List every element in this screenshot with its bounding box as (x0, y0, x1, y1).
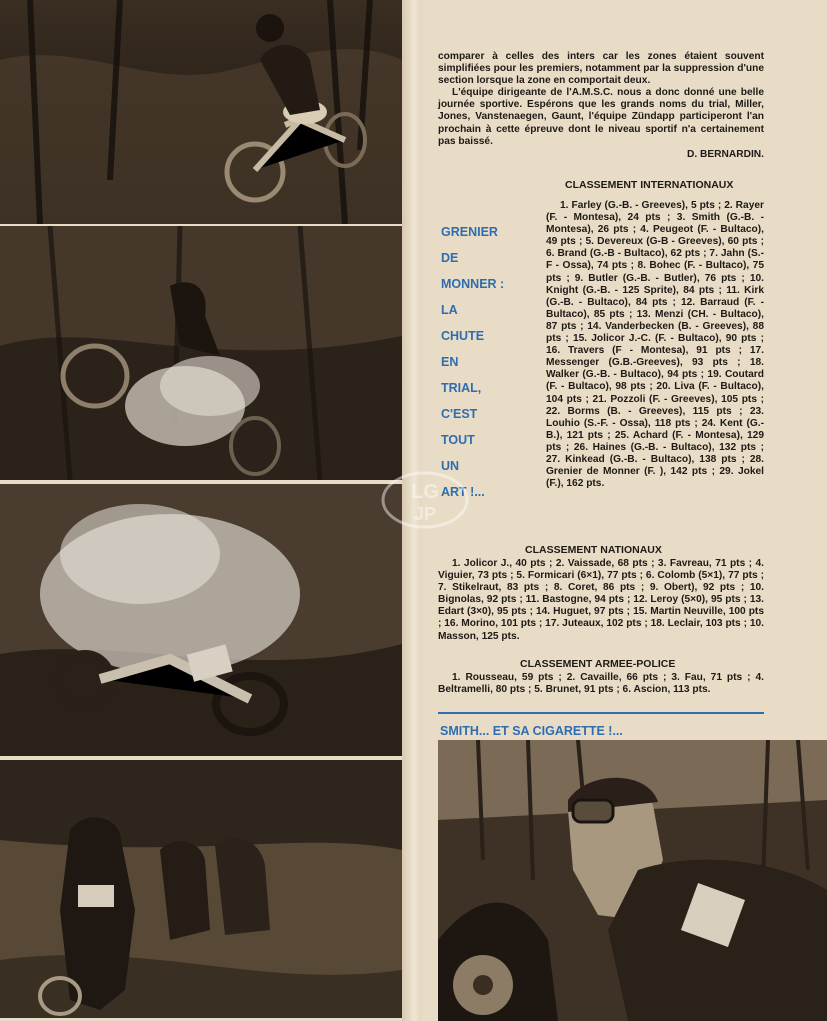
heading-classement-internationaux: CLASSEMENT INTERNATIONAUX (565, 179, 734, 191)
intro-paragraph: comparer à celles des inters car les zones étaient souvent simplifiées pour les premiers, notamment par la suppression d'une section lorsque la zone en comportait deux. (438, 51, 764, 87)
results-armee-police: 1. Rousseau, 59 pts ; 2. Cavaille, 66 pts ; 3. Fau, 71 pts ; 4. Beltramelli, 80 pts ; 5. Brunet, 91 pts ; 6. Ascion, 113 pts. (438, 672, 764, 696)
results-internationaux: 1. Farley (G.-B. - Greeves), 5 pts ; 2. Rayer (F. - Montesa), 24 pts ; 3. Smith (G.-B. - Montesa), 26 pts ; 4. Peugeot (F. - Bultaco), 49 pts ; 5. Devereux (G-B - Greeves), 60 pts ; 6. Brand (G.-B - Bultaco), 62 pts ; 7. Jahn (S.-F - Ossa), 74 pts ; 8. Bohec (F. - Bultaco), 75 pts ; 9. Butler (G.-B. - Butler), 76 pts ; 10. Knight (G.-B. - 125 Sprite), 84 pts ; 11. Kirk (G.-B. - Bultaco), 84 pts ; 12. Barraud (F. - Bultaco), 85 pts ; 13. Menzi (CH. - Bultaco), 87 pts ; 14. Vanderbecken (B. - Greeves), 88 pts ; 15. Jolicor J.-C. (F. - Bultaco), 90 pts ; 16. Travers (F - Montesa), 91 pts ; 17. Messenger (G.B.-Greeves), 93 pts ; 18. Walker (G.-B. - Bultaco), 94 pts ; 19. Coutard (F. - Bultaco), 98 pts ; 20. Liva (F. - Bultaco), 104 pts ; 21. Pozzoli (F. - Greeves), 105 pts ; 22. Borms (B. - Greeves), 115 pts ; 23. Louhio (S.-F. - Ossa), 118 pts ; 24. Kent (G.-B.), 121 pts ; 25. Achard (F. - Montesa), 129 pts ; 26. Haines (G.-B. - Bultaco), 132 pts ; 27. Kinkead (G.-B. - Bultaco), 138 pts ; 28. Grenier de Monner (F. ), 142 pts ; 29. Jokel (F.), 162 pts. (546, 200, 764, 490)
svg-text:JP: JP (413, 504, 437, 524)
photo-smith-portrait (438, 740, 827, 1021)
blue-rule-divider (438, 712, 764, 714)
caption-line: EN (441, 355, 459, 369)
caption-line: UN (441, 459, 460, 473)
author-signature: D. BERNARDIN. (687, 148, 764, 160)
watermark-logo (380, 470, 470, 530)
svg-text:LG: LG (411, 481, 439, 503)
caption-line: LA (441, 303, 458, 317)
intro-paragraph: L'équipe dirigeante de l'A.M.S.C. nous a donc donné une belle journée sportive. Espérons que les grands noms du trial, Miller, Jones, Vanstenaegen, Gaunt, l'équipe Zündapp participeront l'an prochain à cette épreuve dont le niveau sportif n'a certainement pas baissé. (438, 87, 764, 147)
caption-smith: SMITH... ET SA CIGARETTE !... (440, 724, 623, 738)
caption-line: TRIAL, (441, 381, 482, 395)
article-intro (438, 51, 764, 161)
heading-classement-nationaux: CLASSEMENT NATIONAUX (525, 544, 662, 556)
caption-line: CHUTE (441, 329, 485, 343)
results-nationaux: 1. Jolicor J., 40 pts ; 2. Vaissade, 68 pts ; 3. Favreau, 71 pts ; 4. Viguier, 73 pts ; 5. Formicari (6×1), 77 pts ; 6. Colomb (5×1), 77 pts ; 7. Stikelraut, 83 pts ; 8. Coret, 86 pts ; 9. Obert), 92 pts ; 10. Bignolas, 92 pts ; 11. Bastogne, 94 pts ; 12. Leroy (5×0), 95 pts ; 13. Edart (3×0), 95 pts ; 14. Huguet, 97 pts ; 15. Martin Neuville, 100 pts ; 16. Morino, 101 pts ; 17. Juteaux, 102 pts ; 18. Leclair, 103 pts ; 10. Masson, 125 pts. (438, 558, 764, 642)
photo-rider-descending (0, 0, 402, 224)
caption-line: DE (441, 251, 459, 265)
heading-classement-armee-police: CLASSEMENT ARMEE-POLICE (520, 658, 676, 670)
caption-line: ART !... (441, 485, 485, 499)
caption-line: MONNER : (441, 277, 505, 291)
photo-crash-dust (0, 484, 402, 756)
caption-line: C'EST (441, 407, 478, 421)
caption-line: TOUT (441, 433, 475, 447)
caption-line: GRENIER (441, 225, 498, 239)
photo-fall-smoke (0, 226, 402, 480)
photo-riders-pushing (0, 760, 402, 1018)
